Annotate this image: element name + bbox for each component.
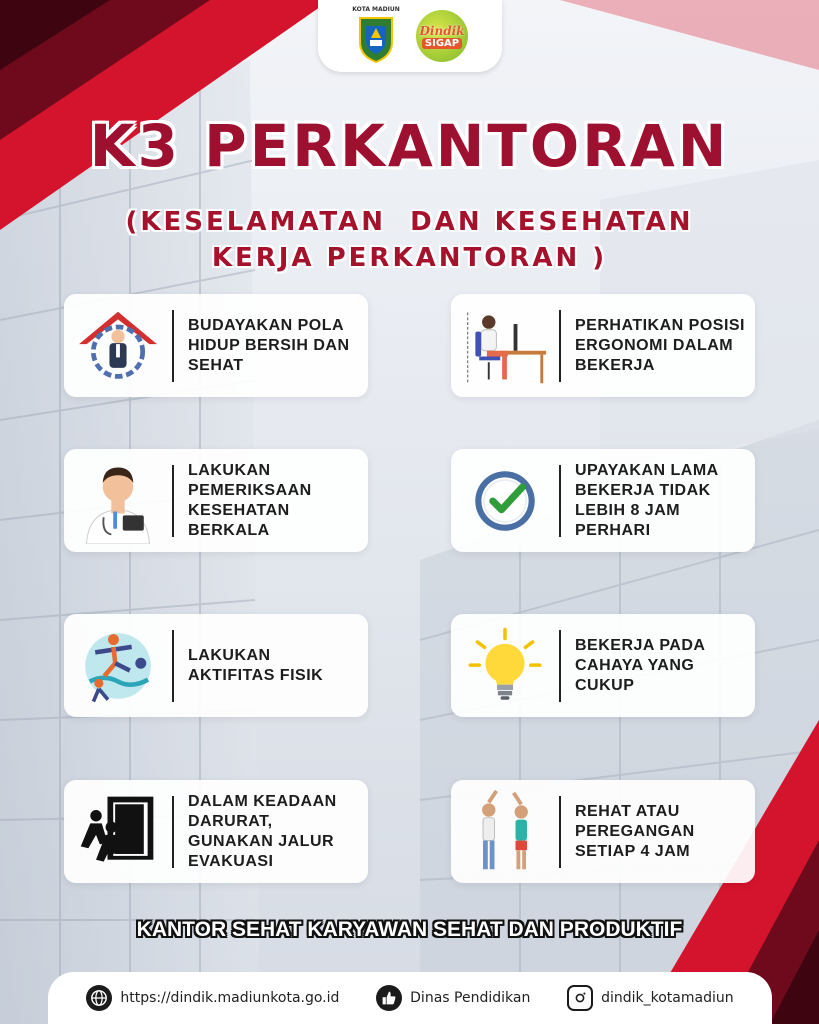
stretching-icon <box>451 780 559 883</box>
card-divider <box>172 796 174 868</box>
footer-contacts <box>48 972 772 1024</box>
tip-card-activity <box>64 614 368 717</box>
doctor-icon <box>64 449 172 552</box>
card-divider <box>172 630 174 702</box>
instagram-text: dindik_kotamadiun <box>601 990 734 1006</box>
card-divider <box>559 630 561 702</box>
emblem-shield-icon <box>352 8 400 64</box>
tip-text: UPAYAKAN LAMA BEKERJA TIDAK LEBIH 8 JAM PERHARI <box>575 461 719 539</box>
footer-website[interactable] <box>86 985 339 1011</box>
tip-card-evacuation <box>64 780 368 883</box>
light-bulb-icon <box>451 614 559 717</box>
tagline: KANTOR SEHAT KARYAWAN SEHAT DAN PRODUKTIF <box>136 918 683 941</box>
kota-madiun-emblem <box>352 8 400 64</box>
card-divider <box>559 796 561 868</box>
dindik-sigap-logo <box>416 10 468 62</box>
tip-card-hygiene <box>64 294 368 397</box>
tip-text: REHAT ATAU PEREGANGAN SETIAP 4 JAM <box>575 802 695 860</box>
footer-facebook[interactable] <box>376 985 530 1011</box>
subtitle-line1: (KESELAMATAN DAN KESEHATAN <box>125 207 694 237</box>
card-divider <box>172 310 174 382</box>
page-subtitle <box>0 204 819 276</box>
page-title: K3 PERKANTORAN <box>89 112 730 180</box>
tip-text: BUDAYAKAN POLA HIDUP BERSIH DAN SEHAT <box>188 316 350 374</box>
evacuation-icon <box>64 780 172 883</box>
tip-text: LAKUKAN AKTIFITAS FISIK <box>188 646 324 684</box>
header-logos <box>318 0 502 72</box>
card-divider <box>559 465 561 537</box>
tip-card-stretching <box>451 780 755 883</box>
card-divider <box>172 465 174 537</box>
thumbs-up-icon <box>376 985 402 1011</box>
instagram-icon <box>567 985 593 1011</box>
logo-line2: SIGAP <box>422 38 462 49</box>
website-text: https://dindik.madiunkota.go.id <box>120 990 340 1006</box>
tip-text: BEKERJA PADA CAHAYA YANG CUKUP <box>575 636 705 694</box>
tip-card-ergonomics <box>451 294 755 397</box>
tip-card-checkup <box>64 449 368 552</box>
footer-instagram[interactable] <box>567 985 734 1011</box>
tip-card-work-hours <box>451 449 755 552</box>
tip-text: PERHATIKAN POSISI ERGONOMI DALAM BEKERJA <box>575 316 745 374</box>
tip-text: LAKUKAN PEMERIKSAAN KESEHATAN BERKALA <box>188 461 312 539</box>
card-divider <box>559 310 561 382</box>
emblem-caption: KOTA MADIUN <box>352 6 400 13</box>
globe-icon <box>86 985 112 1011</box>
subtitle-line2: KERJA PERKANTORAN ) <box>211 243 608 273</box>
house-worker-icon <box>64 294 172 397</box>
sports-activity-icon <box>64 614 172 717</box>
tip-card-lighting <box>451 614 755 717</box>
tip-text: DALAM KEADAAN DARURAT, GUNAKAN JALUR EVAKUASI <box>188 792 337 870</box>
logo-line1: Dindik <box>419 23 465 38</box>
ergonomic-desk-icon <box>451 294 559 397</box>
clock-check-icon <box>451 449 559 552</box>
facebook-text: Dinas Pendidikan <box>410 990 531 1006</box>
